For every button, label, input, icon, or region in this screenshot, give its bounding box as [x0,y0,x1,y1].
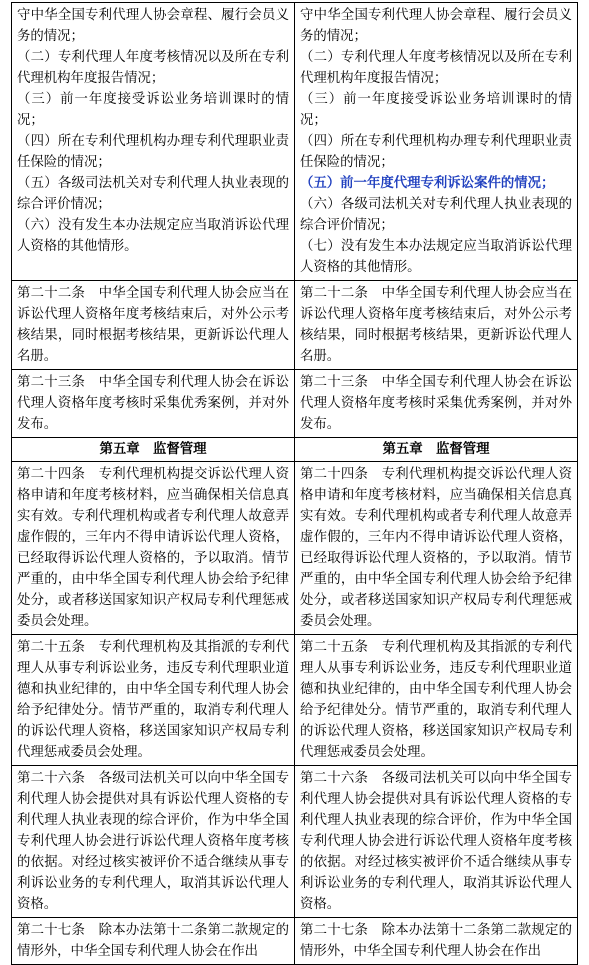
clause-text: （二）专利代理人年度考核情况以及所在专利代理机构年度报告情况； [17,50,289,86]
clause-text: （六）各级司法机关对专利代理人执业表现的综合评价情况； [300,197,572,233]
right-cell-article-26: 第二十六条 各级司法机关可以向中华全国专利代理人协会提供对具有诉讼代理人资格的专利代理人执业表现的综合评价，作为中华全国专利代理人协会进行诉讼代理人资格年度考核的依据。对经过核实被评价不适合继续从事专利诉讼业务的专利代理人，取消其诉讼代理人资格。 [295,766,578,918]
clause-text: 守中华全国专利代理人协会章程、履行会员义务的情况； [17,8,289,44]
left-cell-article-27: 第二十七条 除本办法第十二条第二款规定的情形外，中华全国专利代理人协会在作出 [12,918,295,965]
clause-text: （三）前一年度接受诉讼业务培训课时的情况； [17,92,289,128]
right-cell-article-27: 第二十七条 除本办法第十二条第二款规定的情形外，中华全国专利代理人协会在作出 [295,918,578,965]
left-cell-article-21-items [12,3,295,281]
right-chapter-heading: 第五章 监督管理 [295,438,578,462]
left-cell-article-26: 第二十六条 各级司法机关可以向中华全国专利代理人协会提供对具有诉讼代理人资格的专利代理人执业表现的综合评价，作为中华全国专利代理人协会进行诉讼代理人资格年度考核的依据。对经过核实被评价不适合继续从事专利诉讼业务的专利代理人，取消其诉讼代理人资格。 [12,766,295,918]
left-cell-article-22: 第二十二条 中华全国专利代理人协会应当在诉讼代理人资格年度考核结束后，对外公示考核结果，同时根据考核结果，更新诉讼代理人名册。 [12,281,295,370]
left-cell-article-23: 第二十三条 中华全国专利代理人协会在诉讼代理人资格年度考核时采集优秀案例，并对外发布。 [12,370,295,438]
table-row [12,766,578,918]
chapter-heading-row [12,438,578,462]
right-cell-article-24: 第二十四条 专利代理机构提交诉讼代理人资格申请和年度考核材料，应当确保相关信息真实有效。专利代理机构或者专利代理人故意弄虚作假的，三年内不得申请诉讼代理人资格，已经取得诉讼代理人资格的，予以取消。情节严重的，由中华全国专利代理人协会给予纪律处分，或者移送国家知识产权局专利代理惩戒委员会处理。 [295,462,578,635]
left-chapter-heading: 第五章 监督管理 [12,438,295,462]
highlighted-new-clause: （五）前一年度代理专利诉讼案件的情况； [300,176,555,191]
clause-text: （七）没有发生本办法规定应当取消诉讼代理人资格的其他情形。 [300,239,572,275]
clause-text: （六）没有发生本办法规定应当取消诉讼代理人资格的其他情形。 [17,218,289,254]
clause-text: （二）专利代理人年度考核情况以及所在专利代理机构年度报告情况； [300,50,572,86]
right-cell-article-25: 第二十五条 专利代理机构及其指派的专利代理人从事专利诉讼业务，违反专利代理职业道德和执业纪律的，由中华全国专利代理人协会给予纪律处分。情节严重的，取消专利代理人的诉讼代理人资格，移送国家知识产权局专利代理惩戒委员会处理。 [295,635,578,766]
right-cell-article-21-items [295,3,578,281]
table-row [12,3,578,281]
clause-text: （四）所在专利代理机构办理专利代理职业责任保险的情况； [300,134,572,170]
right-cell-article-22: 第二十二条 中华全国专利代理人协会应当在诉讼代理人资格年度考核结束后，对外公示考核结果，同时根据考核结果，更新诉讼代理人名册。 [295,281,578,370]
table-row [12,635,578,766]
left-cell-article-24: 第二十四条 专利代理机构提交诉讼代理人资格申请和年度考核材料，应当确保相关信息真实有效。专利代理机构或者专利代理人故意弄虚作假的，三年内不得申请诉讼代理人资格，已经取得诉讼代理人资格的，予以取消。情节严重的，由中华全国专利代理人协会给予纪律处分，或者移送国家知识产权局专利代理惩戒委员会处理。 [12,462,295,635]
table-row [12,462,578,635]
right-cell-article-23: 第二十三条 中华全国专利代理人协会在诉讼代理人资格年度考核时采集优秀案例，并对外发布。 [295,370,578,438]
left-cell-article-25: 第二十五条 专利代理机构及其指派的专利代理人从事专利诉讼业务，违反专利代理职业道德和执业纪律的，由中华全国专利代理人协会给予纪律处分。情节严重的，取消专利代理人的诉讼代理人资格，移送国家知识产权局专利代理惩戒委员会处理。 [12,635,295,766]
clause-text: 守中华全国专利代理人协会章程、履行会员义务的情况； [300,8,572,44]
table-row [12,370,578,438]
clause-text: （三）前一年度接受诉讼业务培训课时的情况； [300,92,572,128]
clause-text: （四）所在专利代理机构办理专利代理职业责任保险的情况； [17,134,289,170]
table-row [12,281,578,370]
comparison-table [11,2,578,965]
clause-text: （五）各级司法机关对专利代理人执业表现的综合评价情况； [17,176,289,212]
table-row [12,918,578,965]
